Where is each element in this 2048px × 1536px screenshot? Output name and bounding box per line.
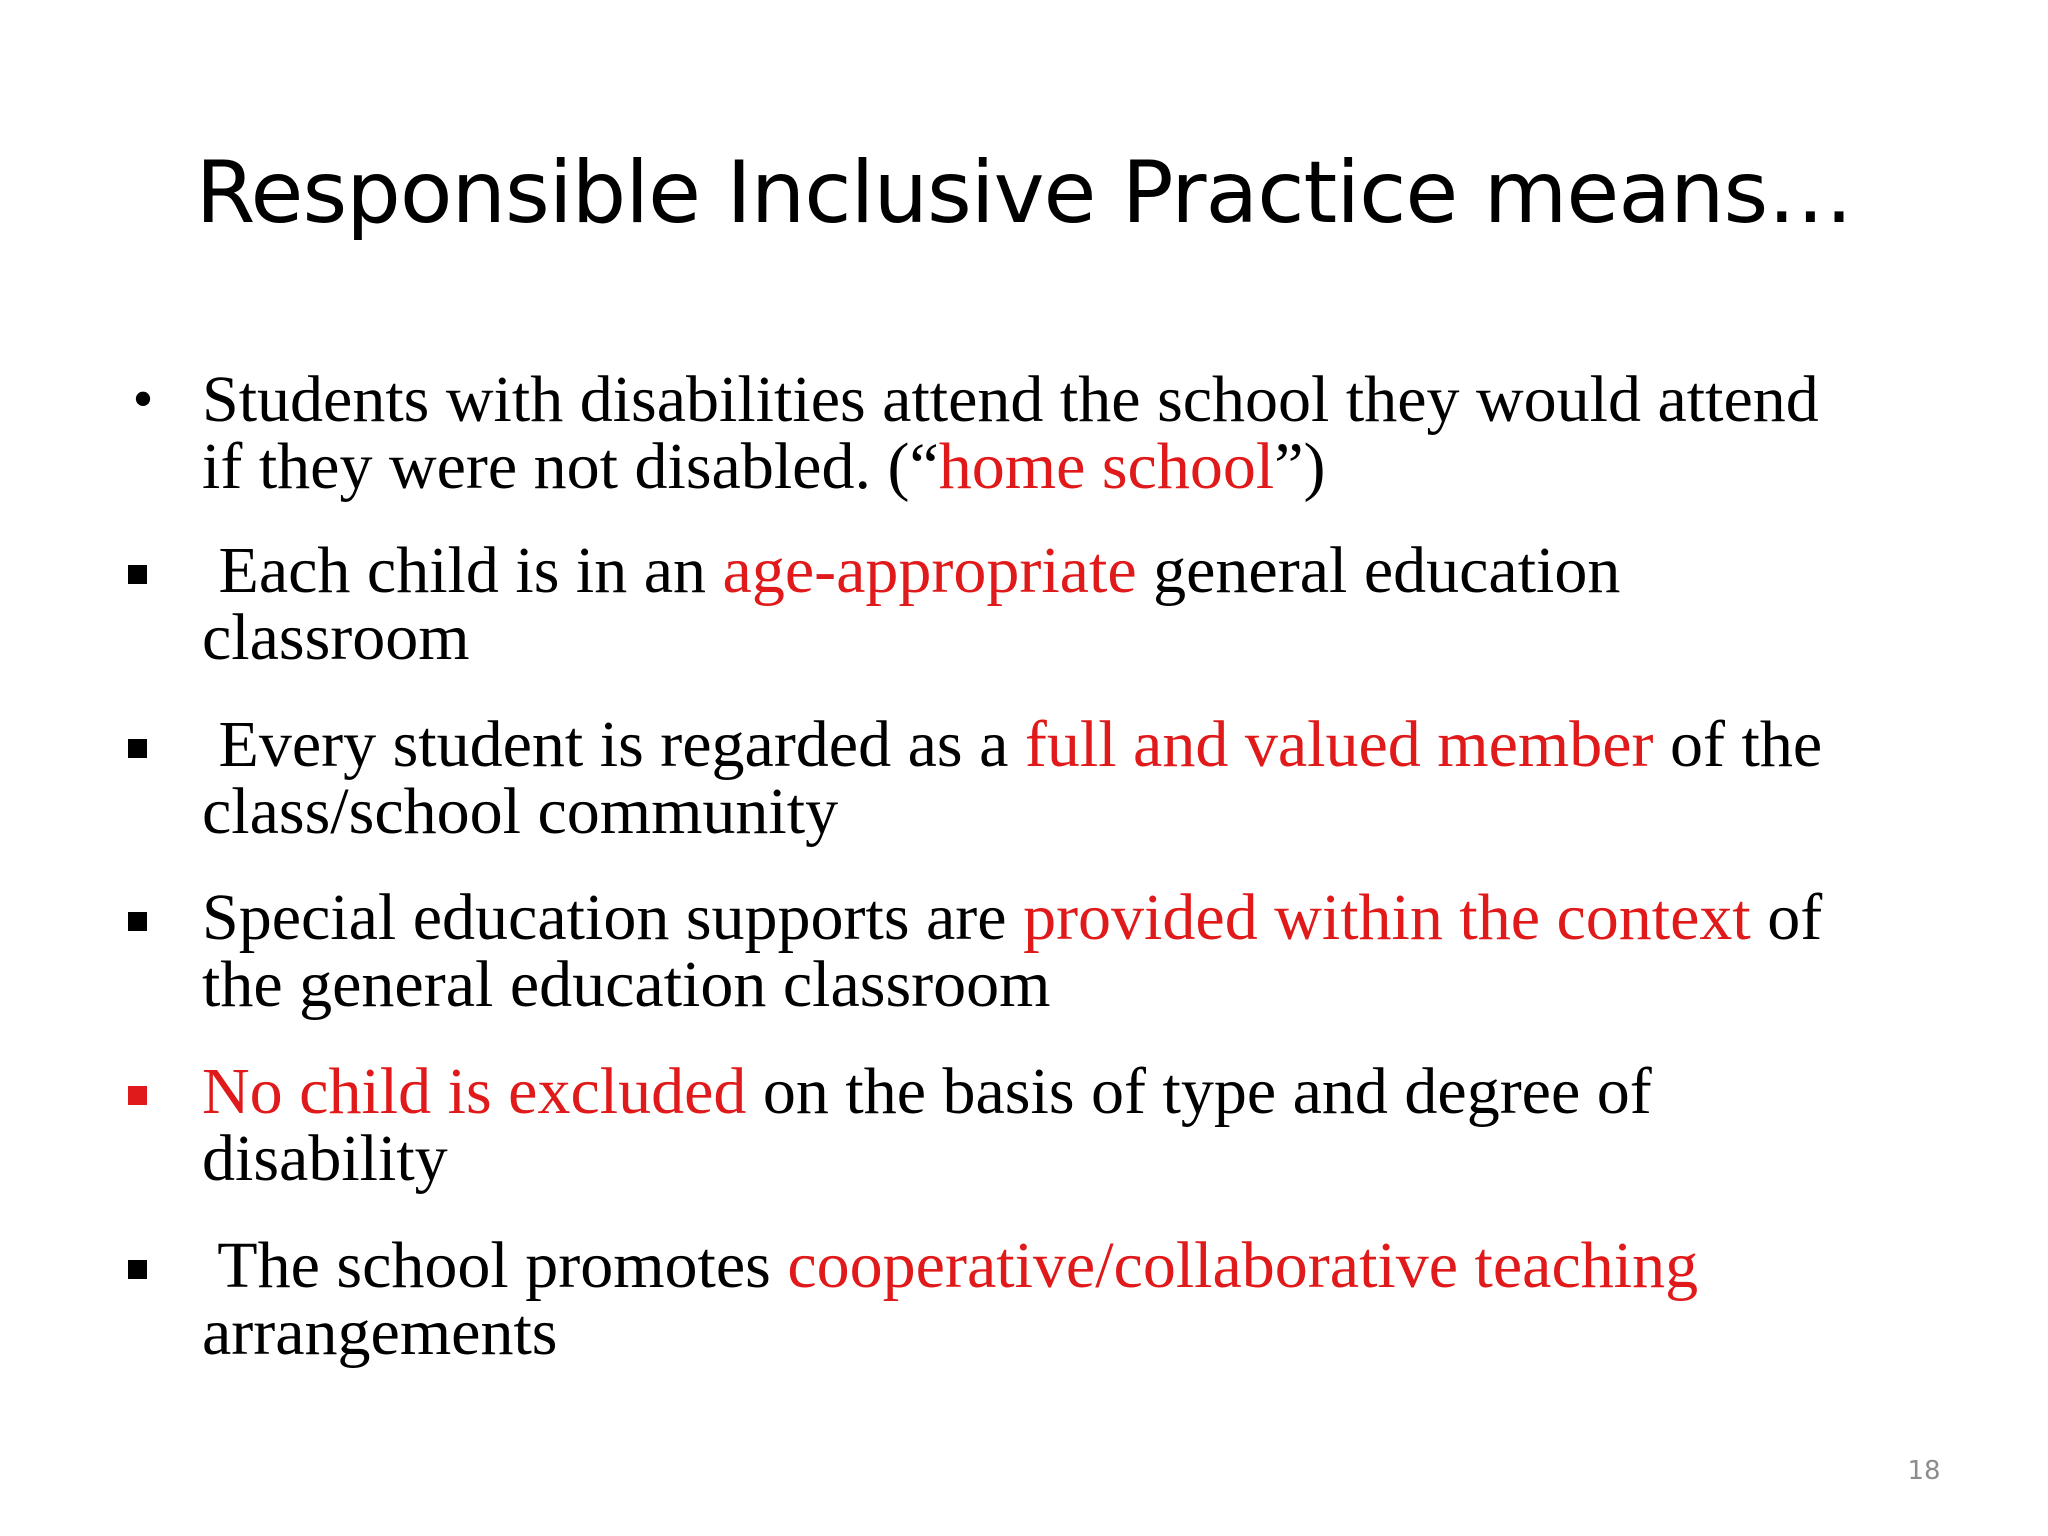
bullet-item-within-context — [202, 881, 1902, 1021]
bullet-line — [202, 708, 1902, 781]
square-bullet-icon — [128, 1260, 147, 1279]
bullet-line: arrangements — [202, 1296, 558, 1369]
bullet-text: if they were not disabled. (“ — [202, 430, 939, 503]
bullet-text: on the basis of type and degree of — [746, 1055, 1652, 1128]
bullet-line: classroom — [202, 601, 470, 674]
square-bullet-icon — [128, 565, 147, 584]
slide-title: Responsible Inclusive Practice means… — [195, 143, 1853, 243]
bullet-line — [202, 363, 1902, 436]
highlight-text: age-appropriate — [722, 534, 1137, 607]
bullet-line: the general education classroom — [202, 948, 1051, 1021]
bullet-dot-icon: • — [132, 366, 154, 432]
bullet-text: Students with disabilities attend the school they would attend — [202, 363, 1819, 436]
highlight-text: No child is excluded — [202, 1055, 747, 1128]
bullet-text: The school promotes — [202, 1229, 788, 1302]
bullet-item-home-school — [132, 363, 1902, 503]
square-bullet-icon — [128, 739, 147, 758]
square-bullet-icon — [128, 912, 147, 931]
red-square-bullet-icon — [128, 1086, 147, 1105]
bullet-item-valued-member — [202, 708, 1902, 848]
bullet-item-collaborative-teaching — [202, 1229, 1902, 1369]
bullet-item-no-exclusion — [202, 1055, 1902, 1195]
highlight-text: home school — [938, 430, 1275, 503]
bullet-line — [202, 430, 1902, 503]
bullet-line: class/school community — [202, 775, 839, 848]
bullet-text: Special education supports are — [202, 881, 1024, 954]
bullet-line — [202, 534, 1902, 607]
highlight-text: full and valued member — [1024, 708, 1654, 781]
highlight-text: cooperative/collaborative teaching — [787, 1229, 1699, 1302]
highlight-text: provided within the context — [1023, 881, 1751, 954]
bullet-line — [202, 1055, 1902, 1128]
bullet-line — [202, 881, 1902, 954]
bullet-text: Each child is in an — [202, 534, 723, 607]
bullet-text: Every student is regarded as a — [202, 708, 1025, 781]
bullet-text: general education — [1136, 534, 1621, 607]
bullet-text: ”) — [1274, 430, 1326, 503]
bullet-text: of — [1750, 881, 1823, 954]
bullet-line: disability — [202, 1122, 448, 1195]
page-number: 18 — [1907, 1456, 1941, 1486]
bullet-line — [202, 1229, 1902, 1302]
bullet-text: of the — [1653, 708, 1823, 781]
bullet-item-age-appropriate — [202, 534, 1902, 674]
